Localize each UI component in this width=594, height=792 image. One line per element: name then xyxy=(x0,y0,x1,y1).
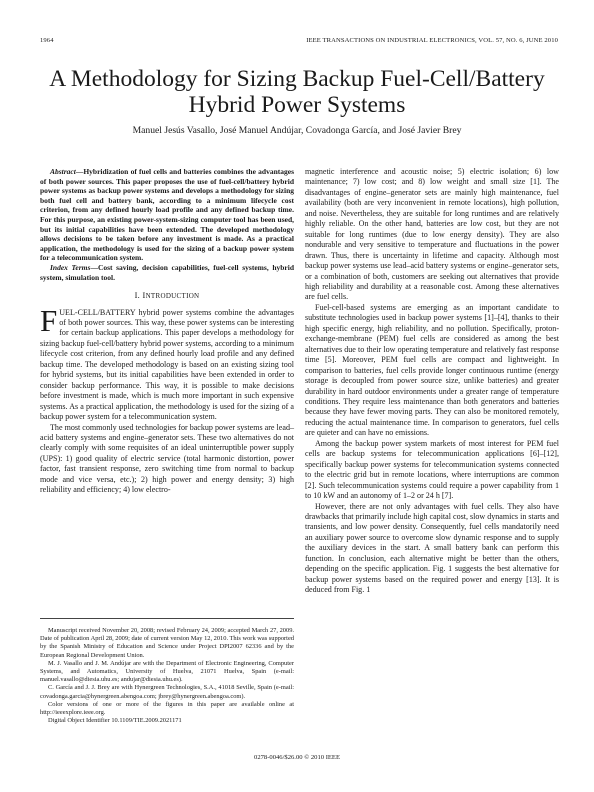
body-paragraph-2: Fuel-cell-based systems are emerging as an important candidate to substitute technologies used in backup power systems [1]–[4], thanks to their high specific energy, high reliability, and no pollution. Specifically, proton-exchange-membrane (PEM) fuel cells are considered as among the best alternatives due to their low operating temperature and relatively fast response time [5]. Moreover, PEM fuel cells are compact and lightweight. In comparison to batteries, fuel cells provide longer continuous runtime (energy storage is decoupled from power source size, unlike batteries) and greater durability in hard outdoor environments under a greater range of temperature conditions. They require less maintenance than both generators and batteries because they have fewer moving parts. They can also be monitored remotely, reducing the actual maintenance time. In comparison to generators, fuel cells are quieter and can have no emissions. xyxy=(305,302,559,438)
footnote-affiliation-1: M. J. Vasallo and J. M. Andújar are with the Department of Electronic Engineering, Computer Systems, and Automatics, University of Huelva, 21071 Huelva, Spain (e-mail: manuel.vasallo@diesia.uhu.es; andujar@diesia.uhu.es). xyxy=(40,659,294,684)
footnote-affiliation-2: C. García and J. J. Brey are with Hynergreen Technologies, S.A., 41018 Seville, Spain (e-mail: covadonga.garcia@hynergreen.abengoa.com; jbrey@hynergreen.abengoa.com). xyxy=(40,684,294,700)
body-paragraph-4: However, there are not only advantages with fuel cells. They also have drawbacks that primarily include high capital cost, slow dynamics in starts and transients, and low power density. Consequently, fuel cells mandatorily need an auxiliary power source to overcome slow dynamic response and to supply the auxiliary devices in the start. A small battery bank can perform this function. In conclusion, each alternative might be better than the others, depending on the specific application. Fig. 1 suggests the best alternative for backup power systems based on the required power and energy [13]. It is deduced from Fig. 1 xyxy=(305,501,559,595)
left-column xyxy=(40,167,294,496)
body-paragraph-1: magnetic interference and acoustic noise; 5) electric isolation; 6) low maintenance; 7) low cost; and 8) low weight and small size [1]. The disadvantages of engine–generator sets are mainly high maintenance, fuel availability (both are very inconvenient in remote locations), high pollution, and noise. Nevertheless, they are suitable for long runtimes and are relatively highly reliable. On the other hand, batteries are low cost, but they are not suitable for long runtimes (due to low energy density). They are also nondurable and very sensitive to temperature and fluctuations in the power drawn. Thus, there is uncertainty in lifetime and capacity. Although most backup power systems use lead–acid battery systems or engine–generator sets, or a combination of both, customers are seeking out alternatives that provide high reliability and durability at a reasonable cost. Among these alternatives are fuel cells. xyxy=(305,167,559,302)
section-heading xyxy=(40,291,294,301)
copyright-line: 0278-0046/$26.00 © 2010 IEEE xyxy=(254,754,340,761)
paper-title: A Methodology for Sizing Backup Fuel-Cell/Battery Hybrid Power Systems xyxy=(49,66,545,118)
index-terms-text: Cost saving, decision capabilities, fuel-cell systems, hybrid system, simulation tool. xyxy=(40,262,294,282)
footnote-doi: Digital Object Identifier 10.1109/TIE.2009.2021171 xyxy=(48,717,182,725)
page-number: 1964 xyxy=(40,37,54,44)
running-header: IEEE TRANSACTIONS ON INDUSTRIAL ELECTRONICS, VOL. 57, NO. 6, JUNE 2010 xyxy=(306,37,558,44)
intro-lead-caps: UEL-CELL/BATTERY xyxy=(59,307,136,317)
section-numeral: I. xyxy=(134,291,141,301)
abstract-label: Abstract xyxy=(50,167,76,176)
body-paragraph-3: Among the backup power system markets of most interest for PEM fuel cells are backup systems for telecommunication applications [6]–[12], specifically backup power systems for telecommunication systems connected to the electric grid but in remote locations, where interruptions are common [2]. Such telecommunication systems could require a power capability from 1 to 10 kW and an autonomy of 1–2 or 24 h [7]. xyxy=(305,438,559,501)
right-column xyxy=(305,167,559,596)
footnote-manuscript: Manuscript received November 20, 2008; revised February 24, 2009; accepted March 27, 2009. Date of publication April 28, 2009; date of current version May 12, 2010. This work was supported by the Spanish Ministry of Education and Science under Project DPI2007 62336 and by the European Regional Development Union. xyxy=(40,627,294,659)
author-list: Manuel Jesús Vasallo, José Manuel Andújar, Covadonga García, and José Javier Brey xyxy=(132,125,462,136)
intro-text-1: hybrid power systems combine the advantages of both power sources. This way, these power systems can be interesting for certain backup applications. This paper develops a methodology for sizing backup fuel-cell/battery hybrid power systems, according to a minimum lifecycle cost criterion, from any defined hourly load profile and any defined backup time. The developed methodology is based on an existing sizing tool for hybrid systems, but its initial capabilities have been extended in order to consider backup performance. This way, it is possible to make decisions before investment is made, which is much more important in such expensive systems. As a practical application, the methodology is used for the sizing of a backup power system for a telecommunication system. xyxy=(40,307,294,422)
intro-paragraph-2: The most commonly used technologies for backup power systems are lead–acid battery systems and engine–generator sets. These two alternatives do not clearly comply with some requisites of an ideal uninterruptible power supply (UPS): 1) good quality of electric service (total harmonic distortion, power factor, fast transient response, zero switching time from normal to backup mode and vice versa, etc.); 2) high power and energy density; 3) high reliability and efficiency; 4) low electro- xyxy=(40,422,294,495)
footnote-color-versions: Color versions of one or more of the figures in this paper are available online at http://ieeexplore.ieee.org. xyxy=(40,700,294,717)
section-title-initial: I xyxy=(142,291,146,301)
intro-paragraph-1 xyxy=(40,302,294,423)
footnotes xyxy=(40,618,294,725)
index-terms: Index Terms—Cost saving, decision capabilities, fuel-cell systems, hybrid system, simulation tool. xyxy=(40,262,294,282)
abstract-text: Hybridization of fuel cells and batteries combines the advantages of both power sources. This paper proposes the use of fuel-cell/battery hybrid power systems as backup power systems and develops a methodology for sizing both fuel cell and battery bank, according to a minimum lifecycle cost criterion, from any defined hourly load profile and any defined backup time. For this purpose, an existing power-system-sizing computer tool has been used, but its initial capabilities have been extended. The developed methodology allows decisions to be taken before any investment is made. As a practical application, the methodology is used for the sizing of a backup power system for a telecommunication system. xyxy=(40,167,294,263)
drop-cap: F xyxy=(40,302,58,338)
index-terms-label: Index Terms xyxy=(50,262,91,272)
section-title-rest: NTRODUCTION xyxy=(145,292,200,301)
abstract: Abstract—Hybridization of fuel cells and batteries combines the advantages of both power sources. This paper proposes the use of fuel-cell/battery hybrid power systems as backup power systems and develops a methodology for sizing both fuel cell and battery bank, according to a minimum lifecycle cost criterion, from any defined hourly load profile and any defined backup time. For this purpose, an existing power-system-sizing computer tool has been used, but its initial capabilities have been extended. The developed methodology allows decisions to be taken before any investment is made. As a practical application, the methodology is used for the sizing of a backup power system for a telecommunication system. xyxy=(40,167,294,263)
